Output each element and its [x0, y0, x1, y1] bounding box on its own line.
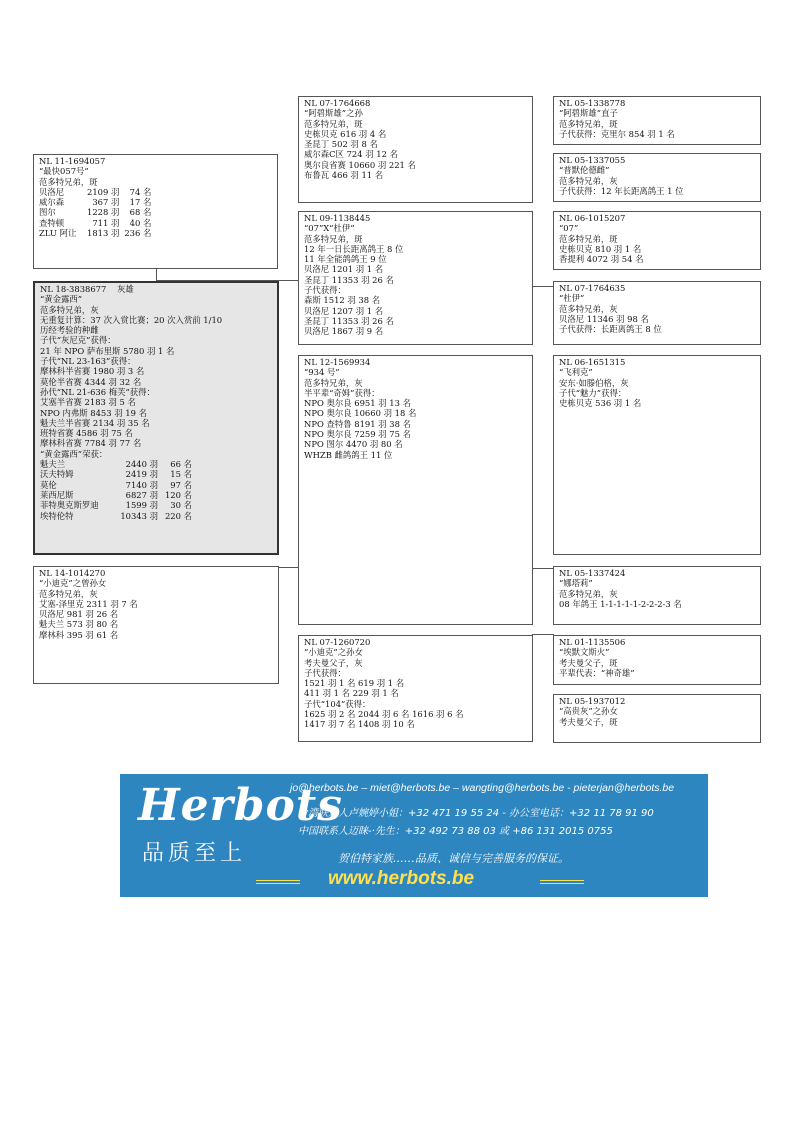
pedigree-box-mm: [298, 635, 533, 742]
info-line: 子代获得：12 年长距离鸽王 1 位: [559, 185, 684, 196]
pedigree-box-fm: [298, 211, 533, 345]
ring-number: NL 06-1651315: [559, 357, 626, 367]
ring-number: NL 11-1694057: [39, 156, 106, 166]
table-row: 魁夫兰 2440 羽 66 名: [40, 459, 192, 470]
breeder: 考夫曼父子，斑: [559, 716, 618, 727]
info-line: NPO 奥尔良 7259 羽 75 名: [304, 429, 411, 440]
info-line: NPO 奥尔良 10660 羽 18 名: [304, 408, 417, 419]
bird-name: “07”X“杜伊”: [304, 223, 355, 234]
connector-line: [532, 634, 554, 635]
info-line: 贝洛尼 11346 羽 98 名: [559, 313, 649, 324]
decor-line-left: [256, 880, 300, 884]
table-row: 莫伦 7140 羽 97 名: [40, 479, 192, 490]
table-row: 沃夫特姆 2419 羽 15 名: [40, 469, 192, 480]
info-line: 子代获得：: [304, 285, 346, 296]
breeder: 范多特兄弟，斑: [304, 233, 363, 244]
breeder: 安东·如滕伯格，灰: [559, 377, 629, 388]
connector-line: [532, 568, 554, 569]
breeder: 范多特兄弟，灰: [559, 175, 618, 186]
ring-number: NL 12-1569934: [304, 357, 371, 367]
bird-name: “杜伊”: [559, 293, 585, 304]
bird-name: “阿碧斯雄”之孙: [304, 108, 363, 119]
breeder: 范多特兄弟，灰: [559, 588, 618, 599]
info-line: 半平辈“奇姆”获得：: [304, 387, 380, 398]
info-line: 1625 羽 2 名 2044 羽 6 名 1616 羽 6 名: [304, 709, 464, 720]
info-line: 史栋贝克 536 羽 1 名: [559, 398, 642, 409]
pedigree-box-mfm: [553, 566, 761, 625]
website-link[interactable]: www.herbots.be: [328, 868, 475, 889]
connector-line: [532, 286, 554, 287]
info-line: 圣昆丁 11353 羽 26 名: [304, 315, 394, 326]
pedigree-box-main: [33, 281, 279, 555]
info-line: 411 羽 1 名 229 羽 1 名: [304, 688, 399, 699]
breeder: 范多特兄弟，灰: [39, 588, 98, 599]
info-line: 12 年一日长距离鸽王 8 位: [304, 243, 404, 254]
ring-number: NL 07-1764668: [304, 98, 371, 108]
taiwan-contact: 台湾联系人卢婉婷小姐：+32 471 19 55 24 - 办公室电话：+32 11 78 91 90: [298, 808, 654, 819]
table-row: 埃特伦特 10343 羽 220 名: [40, 510, 192, 521]
connector-line: [156, 269, 157, 281]
ring-number: NL 05-1337055: [559, 155, 626, 165]
table-row: 莱西尼斯 6827 羽 120 名: [40, 489, 192, 500]
info-line: 21 年 NPO 萨布里斯 5780 羽 1 名: [40, 345, 175, 356]
table-row: 图尔 1228 羽 68 名: [39, 207, 152, 218]
ring-number: NL 14-1014270: [39, 568, 106, 578]
bird-name: “最快057号”: [39, 166, 89, 177]
info-line: 贝洛尼 1207 羽 1 名: [304, 305, 384, 316]
breeder: 范多特兄弟，斑: [304, 118, 363, 129]
bird-name: “07”: [559, 223, 579, 234]
info-line: 历经考验的种雌: [40, 325, 99, 336]
pedigree-box-fff: [553, 96, 761, 145]
pedigree-box-fmf: [553, 211, 761, 270]
table-row: 菲特奥克斯罗迪 1599 羽 30 名: [40, 500, 192, 511]
info-line: 摩林科半省赛 1980 羽 3 名: [40, 366, 145, 377]
info-line: 圣昆丁 11353 羽 26 名: [304, 274, 394, 285]
info-line: “黄金露西”荣获：: [40, 448, 108, 459]
info-line: 子代“NL 23-163”获得：: [40, 356, 136, 367]
bird-name: “阿碧斯雄”直子: [559, 108, 618, 119]
info-line: 子代“104”获得：: [304, 698, 371, 709]
table-row: ZLU 阿让 1813 羽 236 名: [39, 228, 152, 239]
info-line: NPO 内弗斯 8453 羽 19 名: [40, 407, 147, 418]
ring-number: NL 05-1337424: [559, 568, 626, 578]
ring-number: NL 07-1260720: [304, 637, 371, 647]
slogan: 品质至上: [142, 841, 247, 866]
herbots-banner: [120, 774, 708, 897]
china-contact: 中国联系人迈睐-·先生：+32 492 73 88 03 或 +86 131 2015 0755: [298, 826, 613, 837]
info-line: 香提利 4072 羽 54 名: [559, 254, 644, 265]
bird-name: “高贵灰”之孙女: [559, 706, 618, 717]
ring-number: NL 01-1135506: [559, 637, 626, 647]
info-line: 平辈代表：“神奇雄”: [559, 667, 635, 678]
info-line: 无重复计算：37 次入赏比赛；20 次入赏前 1/10: [40, 314, 223, 325]
info-line: 11 年全能鸽鸽王 9 位: [304, 254, 387, 265]
info-line: 贝洛尼 1867 羽 9 名: [304, 326, 384, 337]
pedigree-box-mff: [553, 355, 761, 555]
info-line: 1521 羽 1 名 619 羽 1 名: [304, 678, 405, 689]
bird-name: “飞利克”: [559, 367, 593, 378]
bird-name: “黄金露西”: [40, 294, 83, 305]
info-line: 子代获得：长距离鸽王 8 位: [559, 324, 662, 335]
info-line: 08 年鸽王 1-1-1-1-1-2-2-2-3 名: [559, 598, 682, 609]
info-line: 贝洛尼 1201 羽 1 名: [304, 264, 384, 275]
info-line: 史栋贝克 616 羽 4 名: [304, 128, 387, 139]
pedigree-box-fmm: [553, 281, 761, 345]
info-line: 孙代“NL 21-636 梅芙”获得：: [40, 386, 155, 397]
breeder: 考夫曼父子，斑: [559, 657, 618, 668]
bird-name: “埃默文斯火”: [559, 647, 610, 658]
info-line: 布鲁瓦 466 羽 11 名: [304, 170, 384, 181]
breeder: 范多特兄弟，灰: [559, 303, 618, 314]
table-row: 贝洛尼 2109 羽 74 名: [39, 186, 152, 197]
info-line: 莫伦半省赛 4344 羽 32 名: [40, 376, 142, 387]
tagline: 贺伯特家族……品质、诚信与完善服务的保证。: [338, 852, 569, 865]
pedigree-box-ffm: [553, 153, 761, 202]
table-row: 查特顿 711 羽 40 名: [39, 217, 152, 228]
ring-number: NL 05-1338778: [559, 98, 626, 108]
info-line: 森斯 1512 羽 38 名: [304, 295, 381, 306]
info-line: 魁夫兰 573 羽 80 名: [39, 619, 119, 630]
info-line: 班特省赛 4586 羽 75 名: [40, 428, 133, 439]
info-line: 子代获得：: [304, 667, 346, 678]
info-line: 摩林科省赛 7784 羽 77 名: [40, 438, 142, 449]
info-line: 1417 羽 7 名 1408 羽 10 名: [304, 719, 415, 730]
pedigree-box-father: [33, 154, 278, 269]
decor-line-right: [540, 880, 584, 884]
info-line: 史栋贝克 810 羽 1 名: [559, 243, 642, 254]
info-line: 奥尔良省赛 10660 羽 221 名: [304, 159, 416, 170]
bird-name: “普默伦德雌”: [559, 165, 610, 176]
ring-number: NL 05-1937012: [559, 696, 626, 706]
info-line: 贝洛尼 981 羽 26 名: [39, 609, 119, 620]
breeder: 范多特兄弟，斑: [559, 233, 618, 244]
info-line: 艾塞-泽里克 2311 羽 7 名: [39, 598, 138, 609]
ring-number: NL 07-1764635: [559, 283, 626, 293]
info-line: 威尔森C区 724 羽 12 名: [304, 149, 398, 160]
info-line: NPO 图尔 4470 羽 80 名: [304, 439, 403, 450]
info-line: 摩林科 395 羽 61 名: [39, 629, 119, 640]
info-line: 子代获得：克里尔 854 羽 1 名: [559, 128, 675, 139]
breeder: 范多特兄弟，灰: [40, 304, 99, 315]
herbots-logo: Herbots: [138, 780, 343, 831]
breeder: 范多特兄弟，斑: [39, 176, 98, 187]
ring-number: NL 09-1138445: [304, 213, 371, 223]
pedigree-box-ff: [298, 96, 533, 203]
results-table: [39, 187, 151, 238]
info-line: 子代“灰尼克”获得：: [40, 335, 116, 346]
info-line: 子代“魅力”获得：: [559, 387, 627, 398]
ring-number: NL 06-1015207: [559, 213, 626, 223]
pedigree-box-mmf: [553, 635, 761, 685]
breeder: 范多特兄弟，斑: [559, 118, 618, 129]
bird-name: “934 号”: [304, 367, 340, 378]
info-line: 艾塞半省赛 2183 羽 5 名: [40, 397, 136, 408]
info-line: NPO 奥尔良 6951 羽 13 名: [304, 398, 411, 409]
info-line: NPO 查特鲁 8191 羽 38 名: [304, 418, 411, 429]
info-line: 魁夫兰半省赛 2134 羽 35 名: [40, 417, 150, 428]
info-line: 圣昆丁 502 羽 8 名: [304, 139, 378, 150]
results-table: [40, 459, 192, 521]
table-row: 威尔森 367 羽 17 名: [39, 197, 152, 208]
bird-name: “小迪克”之曾孙女: [39, 578, 107, 589]
breeder: 范多特兄弟，灰: [304, 377, 363, 388]
email-addresses[interactable]: jo@herbots.be – miet@herbots.be – wangting@herbots.be - pieterjan@herbots.be: [290, 782, 675, 794]
pedigree-box-mmm: [553, 694, 761, 743]
main-header: NL 18-3838677 灰雄: [40, 284, 134, 294]
pedigree-box-mother: [33, 566, 279, 684]
breeder: 考夫曼父子，灰: [304, 657, 363, 668]
bird-name: “小迪克”之孙女: [304, 647, 363, 658]
bird-name: “娜塔莉”: [559, 578, 593, 589]
info-line: WHZB 雌鸽鸽王 11 位: [304, 449, 393, 460]
pedigree-box-mf: [298, 355, 533, 625]
